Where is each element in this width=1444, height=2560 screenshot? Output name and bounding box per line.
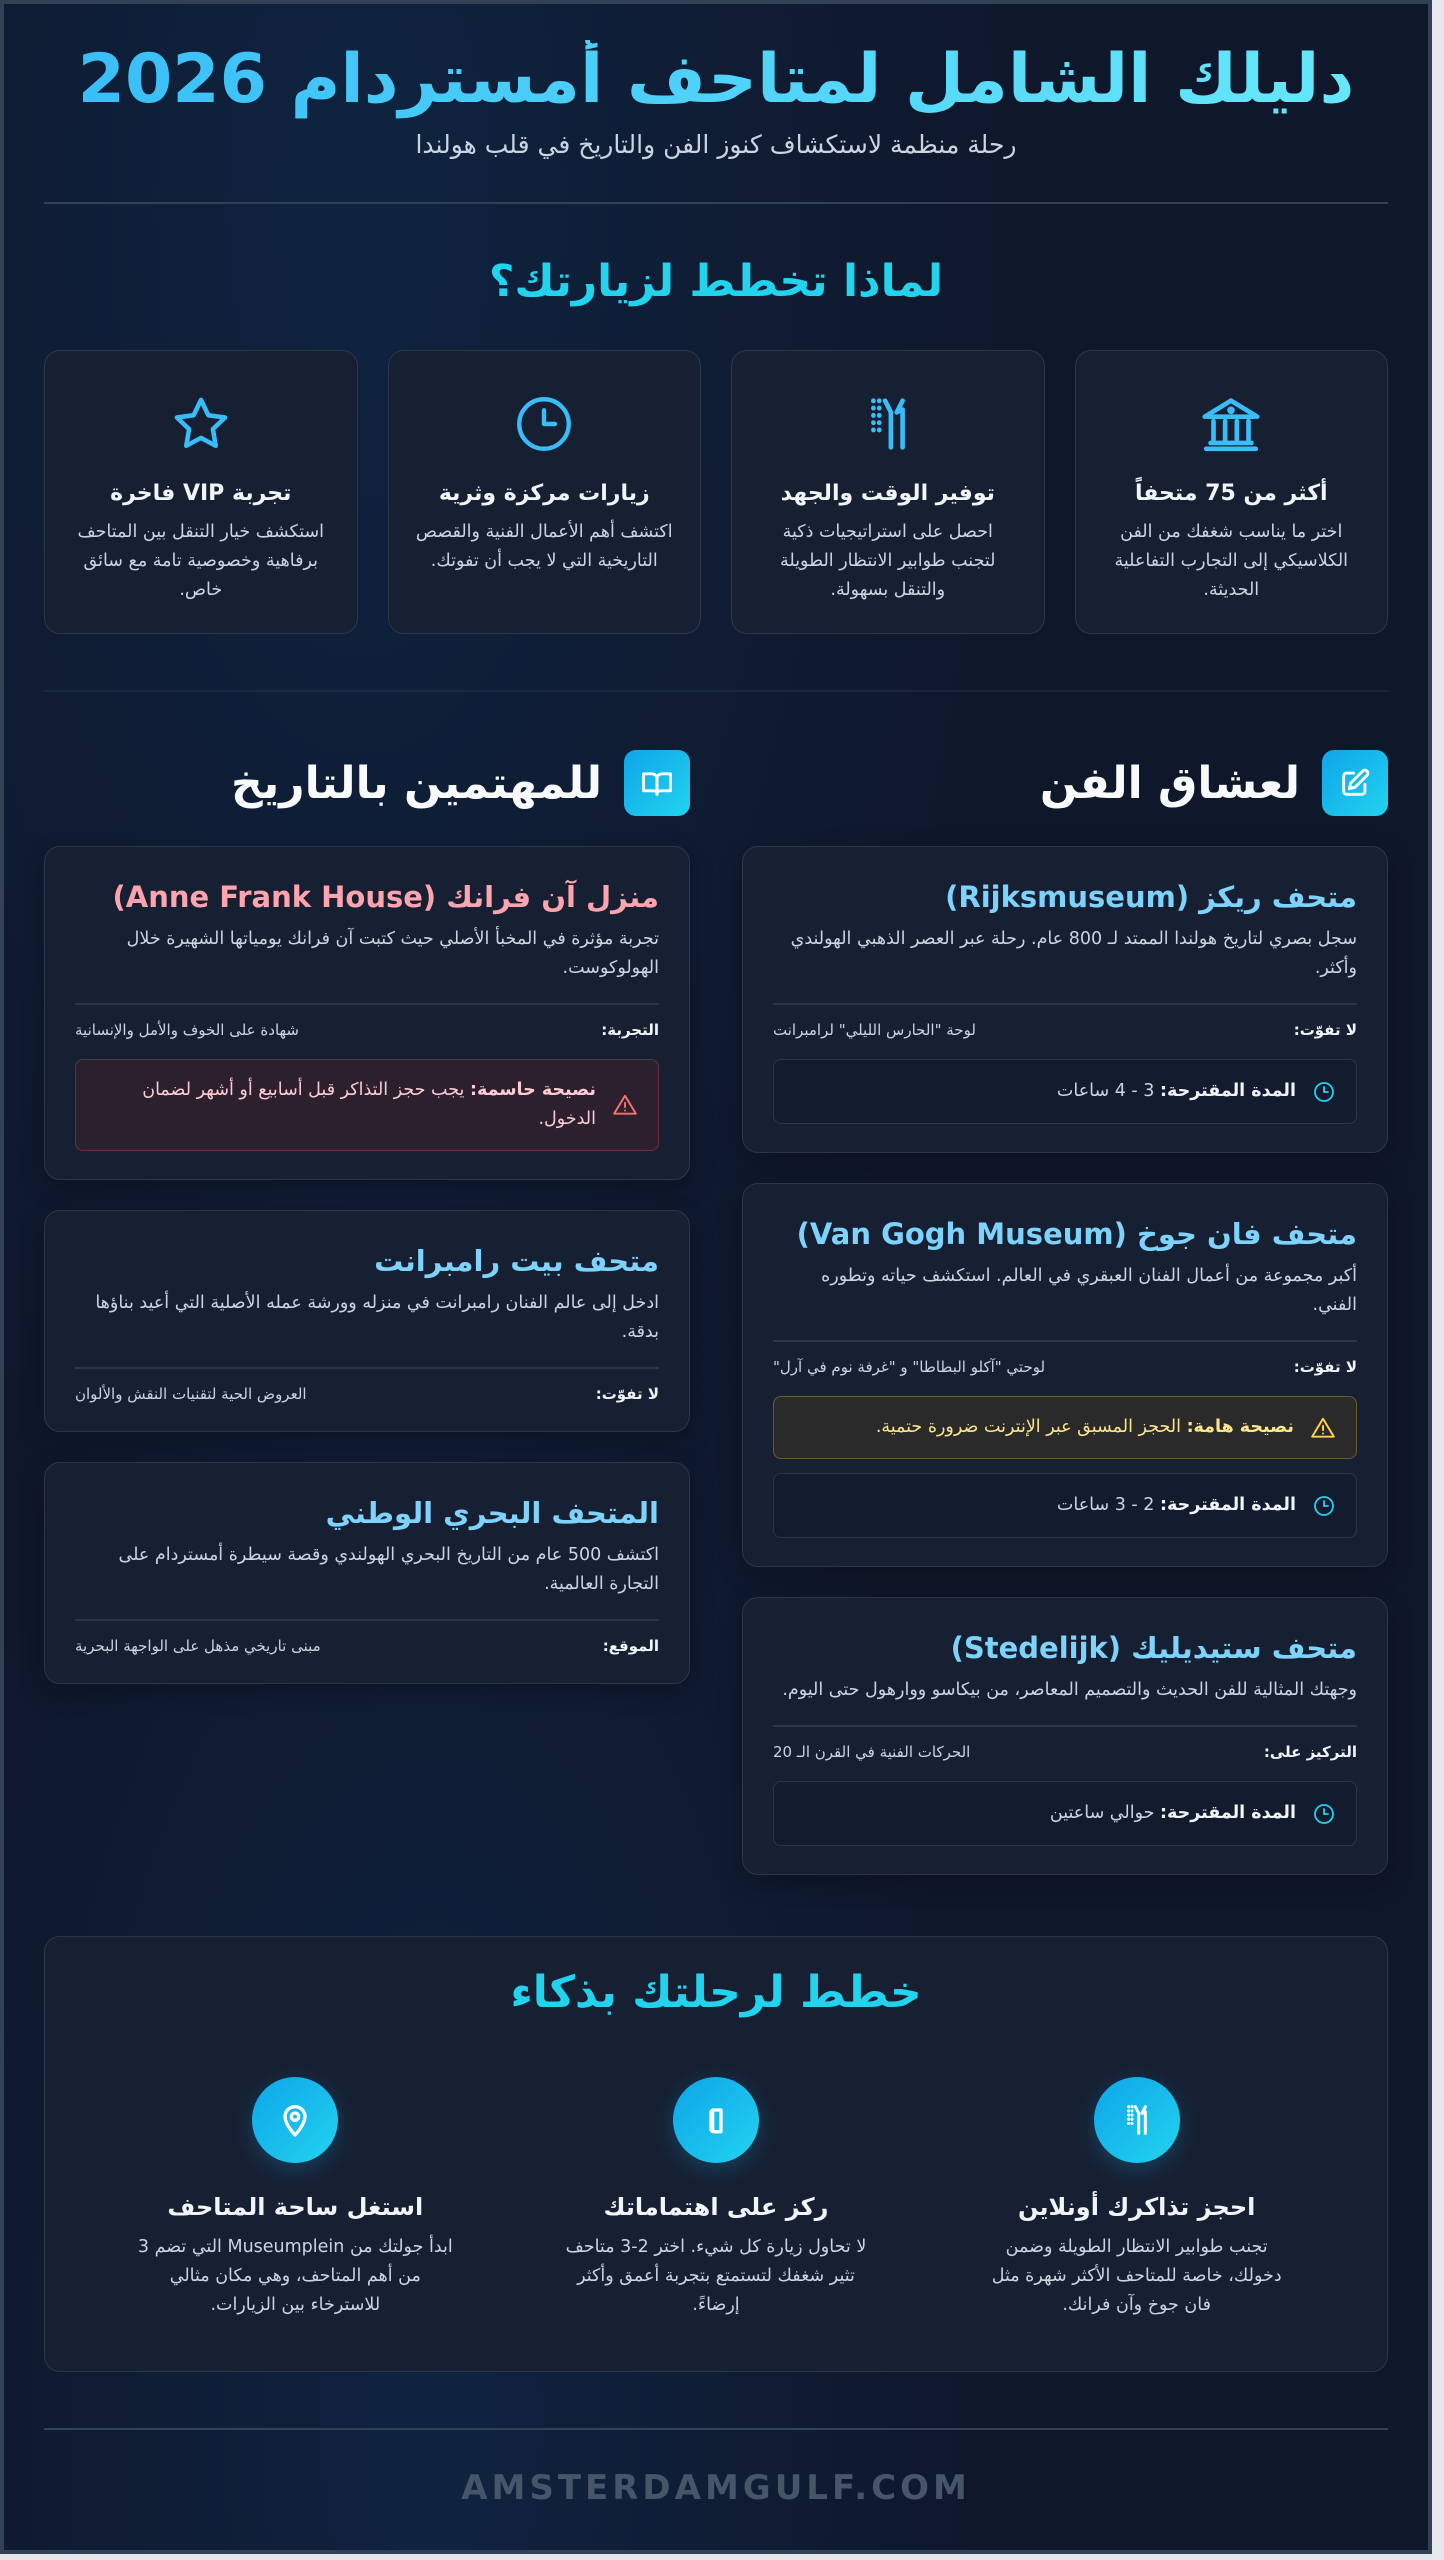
highlight-value: العروض الحية لتقنيات النقش والألوان: [75, 1385, 307, 1403]
duration-value: 3 - 4 ساعات: [1056, 1081, 1155, 1101]
duration-value: حوالي ساعتين: [1049, 1803, 1155, 1823]
museum-icon: [1102, 389, 1362, 459]
footer-brand: AMSTERDAMGULF.COM: [461, 2468, 971, 2508]
plan-step: [105, 2077, 486, 2320]
feature-card: [731, 350, 1045, 634]
duration-label: المدة المقترحة:: [1160, 1081, 1296, 1101]
museum-description: أكبر مجموعة من أعمال الفنان العبقري في العالم. استكشف حياته وتطوره الفني.: [821, 1266, 1357, 1315]
museum-card: [742, 1597, 1388, 1875]
highlight-label: لا تفوّت:: [1293, 1358, 1357, 1376]
highlight-value: شهادة على الخوف والأمل والإنسانية: [75, 1021, 299, 1039]
museum-card: [742, 1183, 1388, 1567]
feature-text: احصل على استراتيجيات ذكية لتجنب طوابير الانتظار الطويلة والتنقل بسهولة.: [780, 522, 996, 600]
feature-card: [44, 350, 358, 634]
plan-step-title: ركز على اهتماماتك: [603, 2193, 829, 2221]
museum-highlight: [75, 1021, 659, 1039]
highlight-label: التركيز على:: [1263, 1743, 1357, 1761]
clock-icon: [1312, 1802, 1336, 1826]
clock-icon: [415, 389, 675, 459]
museum-highlight: [773, 1358, 1357, 1376]
duration-box: [773, 1781, 1357, 1846]
tip-label: نصيحة حاسمة:: [469, 1080, 596, 1100]
feature-text: استكشف خيار التنقل بين المتاحف برفاهية وخصوصية تامة مع سائق خاص.: [77, 522, 325, 600]
museum-title: متحف بيت رامبرانت: [374, 1244, 659, 1278]
divider: [75, 1619, 659, 1621]
feature-card: [1075, 350, 1389, 634]
warning-triangle-icon: [612, 1092, 638, 1118]
divider: [44, 690, 1388, 692]
museum-card: [44, 1210, 690, 1432]
plan-step-text: لا تحاول زيارة كل شيء. اختر 2-3 متاحف تثير شغفك لتستمتع بتجربة أعمق وأكثر إرضاءً.: [565, 2237, 867, 2315]
page-subtitle: رحلة منظمة لاستكشاف كنوز الفن والتاريخ في قلب هولندا: [415, 130, 1017, 159]
divider: [44, 2428, 1388, 2430]
museum-title: المتحف البحري الوطني: [325, 1496, 659, 1530]
duration-box: [773, 1059, 1357, 1124]
divider: [773, 1725, 1357, 1727]
tip-text: يجب حجز التذاكر قبل أسابيع أو أشهر لضمان الدخول.: [142, 1080, 596, 1129]
duration-box: [773, 1473, 1357, 1538]
museum-highlight: [773, 1021, 1357, 1039]
tip-text: الحجز المسبق عبر الإنترنت ضرورة حتمية.: [875, 1417, 1181, 1437]
plan-step-text: ابدأ جولتك من Museumplein التي تضم 3 من أهم المتاحف، وهي مكان مثالي للاسترخاء بين الزيارات.: [137, 2237, 453, 2315]
museum-card: [44, 846, 690, 1180]
divider: [773, 1340, 1357, 1342]
plan-step-title: احجز تذاكرك أونلاين: [1017, 2193, 1256, 2221]
divider: [75, 1003, 659, 1005]
queue-icon: [1094, 2077, 1180, 2163]
museum-description: تجربة مؤثرة في المخبأ الأصلي حيث كتبت آن فرانك يومياتها الشهيرة خلال الهولوكوست.: [126, 929, 659, 978]
feature-text: اكتشف أهم الأعمال الفنية والقصص التاريخية التي لا يجب أن تفوتك.: [415, 522, 673, 571]
art-column: [742, 750, 1388, 1875]
important-tip-box: [773, 1396, 1357, 1459]
art-section-header: [742, 750, 1388, 816]
highlight-value: الحركات الفنية في القرن الـ 20: [773, 1743, 971, 1761]
plan-step: [946, 2077, 1327, 2320]
history-section-header: [44, 750, 690, 816]
museum-card: [44, 1462, 690, 1684]
divider: [75, 1367, 659, 1369]
museum-highlight: [75, 1637, 659, 1655]
duration-value: 2 - 3 ساعات: [1056, 1495, 1155, 1515]
queue-icon: [758, 389, 1018, 459]
warning-triangle-icon: [1310, 1415, 1336, 1441]
feature-cards: [44, 350, 1388, 634]
clock-icon: [1312, 1494, 1336, 1518]
feature-text: اختر ما يناسب شغفك من الفن الكلاسيكي إلى التجارب التفاعلية الحديثة.: [1114, 522, 1349, 600]
museum-title: متحف ريكز (Rijksmuseum): [945, 880, 1357, 914]
highlight-label: الموقع:: [602, 1637, 659, 1655]
plan-steps: [105, 2077, 1327, 2320]
divider: [44, 202, 1388, 204]
open-book-icon: [624, 750, 690, 816]
feature-title: أكثر من 75 متحفاً: [1134, 481, 1328, 506]
feature-card: [388, 350, 702, 634]
plan-section-title: خطط لرحلتك بذكاء: [510, 1967, 922, 2018]
highlight-label: التجربة:: [601, 1021, 659, 1039]
pencil-square-icon: [1322, 750, 1388, 816]
map-pin-icon: [252, 2077, 338, 2163]
plan-step-text: تجنب طوابير الانتظار الطويلة وضمن دخولك، خاصة للمتاحف الأكثر شهرة مثل فان جوخ وآن فرانك.: [991, 2237, 1282, 2315]
why-section-title: لماذا تخطط لزيارتك؟: [488, 256, 944, 307]
highlight-value: لوحة "الحارس الليلي" لرامبرانت: [773, 1021, 976, 1039]
tip-label: نصيحة هامة:: [1186, 1417, 1294, 1437]
plan-step-title: استغل ساحة المتاحف: [167, 2193, 424, 2221]
museum-title: منزل آن فرانك (Anne Frank House): [112, 880, 659, 914]
page-title: دليلك الشامل لمتاحف أمستردام 2026: [44, 40, 1388, 119]
clock-icon: [1312, 1080, 1336, 1104]
history-section-title: للمهتمين بالتاريخ: [231, 757, 602, 809]
star-icon: [71, 389, 331, 459]
highlight-label: لا تفوّت:: [595, 1385, 659, 1403]
feature-title: تجربة VIP فاخرة: [110, 481, 292, 506]
feature-title: توفير الوقت والجهد: [780, 481, 995, 506]
plan-step: [526, 2077, 907, 2320]
plan-section: [44, 1936, 1388, 2372]
duration-label: المدة المقترحة:: [1160, 1803, 1296, 1823]
museum-title: متحف ستيديليك (Stedelijk): [950, 1631, 1357, 1665]
art-section-title: لعشاق الفن: [1039, 757, 1300, 809]
phone-icon: [673, 2077, 759, 2163]
feature-title: زيارات مركزة وثرية: [438, 481, 650, 506]
museum-description: اكتشف 500 عام من التاريخ البحري الهولندي وقصة سيطرة أمستردام على التجارة العالمية.: [118, 1545, 659, 1594]
museum-highlight: [773, 1743, 1357, 1761]
museum-description: وجهتك المثالية للفن الحديث والتصميم المعاصر، من بيكاسو ووارهول حتى اليوم.: [782, 1680, 1357, 1700]
duration-label: المدة المقترحة:: [1160, 1495, 1296, 1515]
museum-highlight: [75, 1385, 659, 1403]
museum-card: [742, 846, 1388, 1153]
critical-tip-box: [75, 1059, 659, 1151]
history-column: [44, 750, 690, 1684]
divider: [773, 1003, 1357, 1005]
highlight-label: لا تفوّت:: [1293, 1021, 1357, 1039]
highlight-value: مبنى تاريخي مذهل على الواجهة البحرية: [75, 1637, 321, 1655]
museum-title: متحف فان جوخ (Van Gogh Museum): [796, 1217, 1357, 1251]
museum-description: سجل بصري لتاريخ هولندا الممتد لـ 800 عام. رحلة عبر العصر الذهبي الهولندي وأكثر.: [790, 929, 1357, 978]
museum-description: ادخل إلى عالم الفنان رامبرانت في منزله وورشة عمله الأصلية التي أعيد بناؤها بدقة.: [95, 1293, 659, 1342]
highlight-value: لوحتي "آكلو البطاطا" و "غرفة نوم في آرل": [773, 1358, 1046, 1376]
